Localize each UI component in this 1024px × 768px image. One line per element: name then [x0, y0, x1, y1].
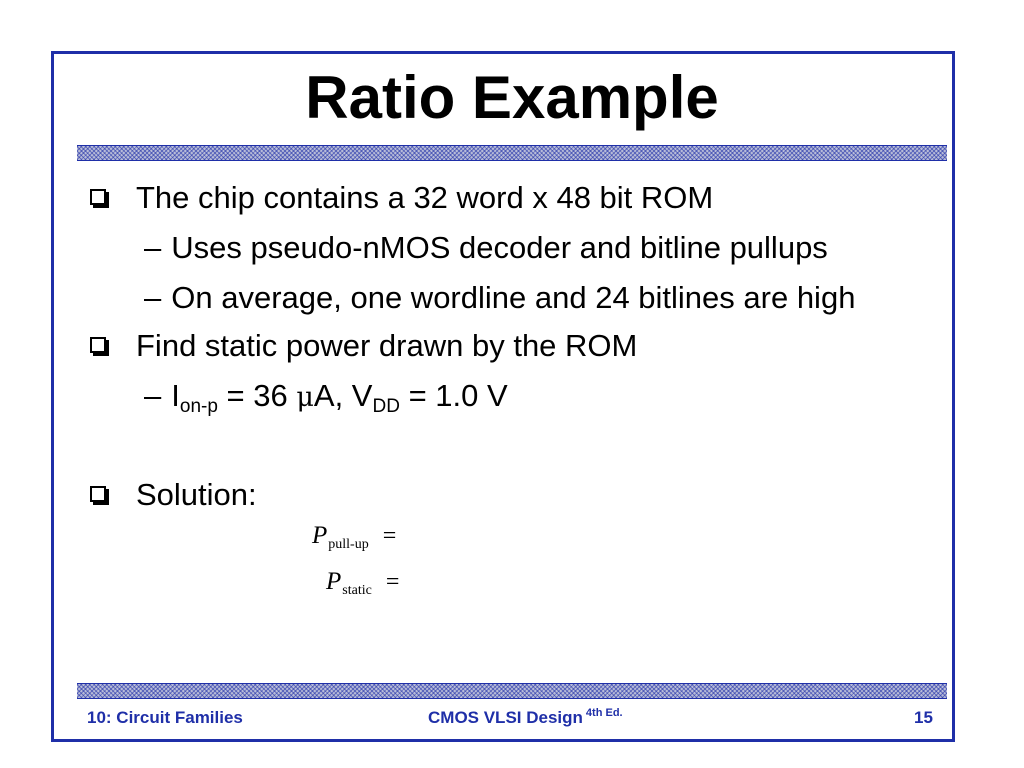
footer-edition: 4th Ed. — [585, 707, 623, 719]
checkbox-bullet-icon — [90, 486, 106, 502]
equation-variable: P — [326, 568, 342, 595]
bullet-2-text: Find static power drawn by the ROM — [136, 328, 638, 363]
title-divider — [77, 145, 947, 161]
current-subscript: on-p — [179, 396, 218, 417]
dash-bullet: – — [144, 280, 162, 315]
equation-variable: P — [312, 522, 328, 549]
checkbox-bullet-icon — [90, 337, 106, 353]
sub-bullet-3 — [90, 378, 508, 416]
sub-bullet-2-text: On average, one wordline and 24 bitlines are high — [171, 280, 856, 315]
footer-book-title — [428, 707, 623, 729]
slide-title: Ratio Example — [305, 64, 719, 131]
equation-equals: = — [382, 523, 397, 549]
dash-bullet: – — [144, 378, 162, 413]
checkbox-bullet-icon — [90, 189, 106, 205]
equation-subscript: pull-up — [328, 537, 369, 552]
current-unit: A, V — [313, 378, 373, 413]
bullet-1-text: The chip contains a 32 word x 48 bit ROM — [136, 180, 714, 215]
footer-page-number: 15 — [914, 708, 933, 727]
footer-divider — [77, 683, 947, 699]
sub-bullet-2 — [90, 280, 855, 316]
bullet-2 — [90, 328, 637, 364]
equation-subscript: static — [342, 583, 372, 598]
equation-static — [326, 568, 399, 596]
bullet-1 — [90, 180, 713, 216]
equation-pullup — [312, 522, 396, 550]
bullet-3-text: Solution: — [136, 477, 257, 512]
micro-symbol: μ — [296, 382, 314, 413]
voltage-subscript: DD — [372, 396, 400, 417]
sub-bullet-1 — [90, 230, 828, 266]
sub-bullet-1-text: Uses pseudo-nMOS decoder and bitline pullups — [171, 230, 828, 265]
footer-book-name: CMOS VLSI Design — [428, 708, 583, 727]
footer-chapter: 10: Circuit Families — [87, 708, 243, 727]
current-value: = 36 — [217, 378, 297, 413]
voltage-value: = 1.0 V — [399, 378, 508, 413]
equation-equals: = — [385, 569, 400, 595]
bullet-3 — [90, 477, 257, 513]
dash-bullet: – — [144, 230, 162, 265]
current-symbol: I — [171, 378, 180, 413]
